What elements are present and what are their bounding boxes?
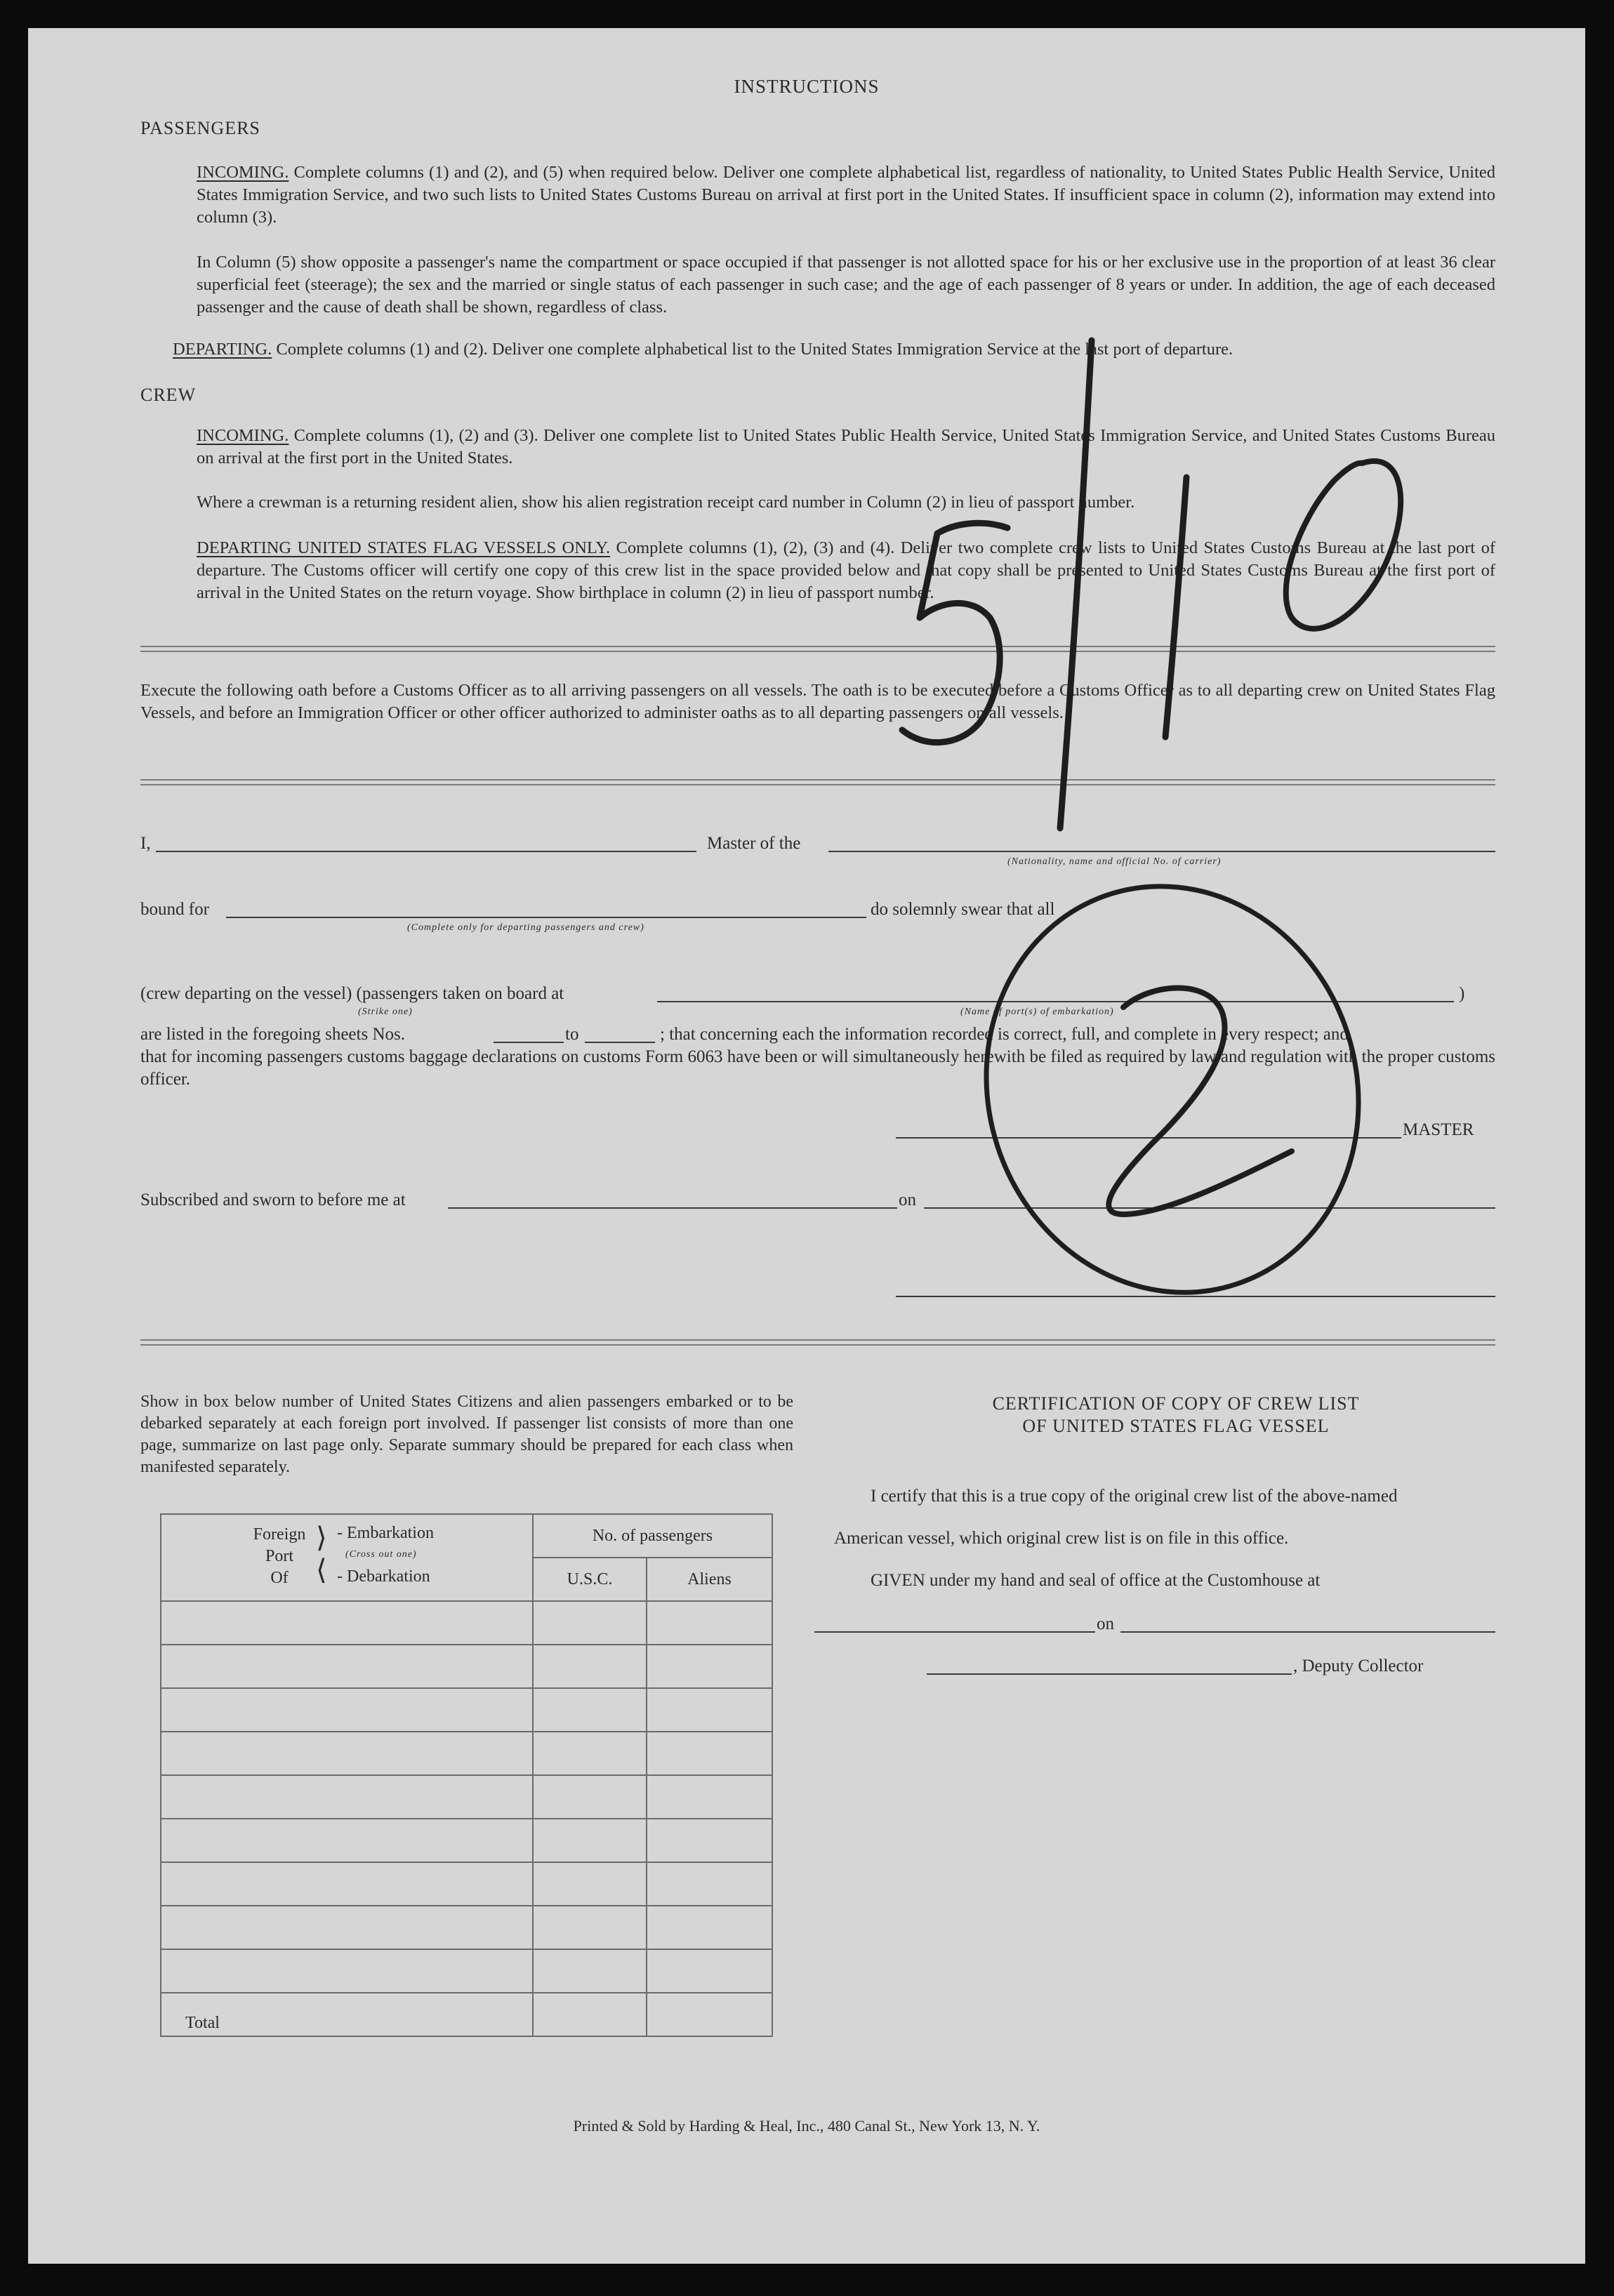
usc-header: U.S.C. (533, 1558, 647, 1601)
cert-on-label: on (1097, 1614, 1114, 1633)
passengers-departing-label: DEPARTING. (173, 340, 272, 359)
close-paren: ) (1459, 984, 1465, 1003)
handwritten-circle (934, 837, 1411, 1341)
on-label: on (899, 1190, 916, 1209)
crew-departing-label: (crew departing on the vessel) (passengers taken on board at (140, 984, 564, 1003)
port-note: (Name of port(s) of embarkation) (960, 1007, 1114, 1017)
cross-out-note: (Cross out one) (345, 1549, 417, 1560)
handwritten-number-2 (1109, 988, 1292, 1215)
listed-post: ; that concerning each the information recorded is correct, full, and complete in every respect; and (660, 1025, 1349, 1044)
deputy-collector-label: , Deputy Collector (1293, 1657, 1424, 1675)
total-label: Total (161, 1993, 533, 2036)
port-label: Port (265, 1547, 293, 1565)
form-page (28, 28, 1585, 2264)
complete-note: (Complete only for departing passengers and crew) (407, 922, 644, 933)
passengers-departing-text: Complete columns (1) and (2). Deliver one complete alphabetical list to the United States Immigration Service at the last port of departure. (276, 340, 1233, 359)
certification-title-line2: OF UNITED STATES FLAG VESSEL (1022, 1416, 1330, 1436)
to-label: to (565, 1025, 579, 1044)
passengers-heading: PASSENGERS (140, 118, 260, 138)
bound-for-label: bound for (140, 900, 209, 919)
listed-pre: are listed in the foregoing sheets Nos. (140, 1025, 405, 1044)
no-passengers-header: No. of passengers (533, 1514, 772, 1558)
subscribed-label: Subscribed and sworn to before me at (140, 1190, 406, 1209)
crew-returning-paragraph: Where a crewman is a returning resident alien, show his alien registration receipt card number in Column (2) in lieu of passport number. (197, 493, 1135, 512)
passengers-incoming-label: INCOMING. (197, 163, 289, 182)
handwritten-number-0 (1286, 461, 1401, 629)
crew-incoming-label: INCOMING. (197, 426, 289, 445)
embarkation-label: - Embarkation (337, 1524, 434, 1542)
handwritten-slash (1060, 340, 1092, 828)
certification-title-line1: CERTIFICATION OF COPY OF CREW LIST (992, 1393, 1360, 1414)
crew-heading: CREW (140, 385, 197, 405)
crew-incoming-text: Complete columns (1), (2) and (3). Deliver one complete list to United States Public Health Service, United States Immigration Service, and United States Customs Bureau on arrival at the first port in the United States. (197, 426, 1495, 467)
handwritten-number-5 (902, 523, 1007, 742)
summary-instructions: Show in box below number of United States Citizens and alien passengers embarked or to be debarked separately at each foreign port involved. If passenger list consists of more than one page, summarize on last page only. Separate summary should be prepared for each class when manifested separately. (140, 1393, 793, 1476)
certify-line1: I certify that this is a true copy of the original crew list of the above-named (871, 1487, 1398, 1506)
strike-note: (Strike one) (358, 1007, 413, 1017)
passengers-incoming-text: Complete columns (1) and (2), and (5) when required below. Deliver one complete alphabetical list, regardless of nationality, to United States Public Health Service, United States Immigration Service, and two such lists to United States Customs Bureau on arrival at first port in the United States. If insufficient space in column (2), information may extend into column (3). (197, 163, 1496, 227)
nationality-note: (Nationality, name and official No. of carrier) (1007, 856, 1222, 867)
oath-intro: Execute the following oath before a Customs Officer as to all arriving passengers on all vessels. The oath is to be executed before a Customs Officer as to all departing crew on United States Flag Vessels, and before an Immigration Officer or other officer authorized to administer oaths as to all departing passengers on all vessels. (140, 681, 1495, 722)
swear-label: do solemnly swear that all (871, 900, 1055, 919)
aliens-header: Aliens (647, 1558, 772, 1601)
listed-rest: that for incoming passengers customs baggage declarations on customs Form 6063 have been or will simultaneously herewith be filed as required by law and regulation with the proper customs officer. (140, 1047, 1495, 1089)
brace-icon: ⟩ (316, 1522, 327, 1553)
crew-departing-label: DEPARTING UNITED STATES FLAG VESSELS ONLY. (197, 538, 611, 557)
printer-footer: Printed & Sold by Harding & Heal, Inc., 480 Canal St., New York 13, N. Y. (573, 2117, 1040, 2135)
master-of-label: Master of the (707, 834, 801, 853)
master-label: MASTER (1403, 1120, 1474, 1139)
handwritten-number-1 (1165, 477, 1186, 737)
debarkation-label: - Debarkation (337, 1567, 430, 1586)
crew-departing-text: Complete columns (1), (2), (3) and (4). Deliver two complete crew lists to United States Customs Bureau at the last port of departure. The Customs officer will certify one copy of this crew list in the space provided below and that copy shall be presented to United States Customs Bureau at the first port of arrival in the United States on the return voyage. Show birthplace in column (2) in lieu of passport number. (197, 538, 1495, 602)
brace-icon: ⟨ (316, 1554, 327, 1586)
of-label: Of (270, 1569, 289, 1587)
foreign-label: Foreign (253, 1525, 306, 1544)
passengers-column5-paragraph: In Column (5) show opposite a passenger's name the compartment or space occupied if that passenger is not allotted space for his or her exclusive use in the proportion of at least 36 clear superficial feet (steerage); the sex and the married or single status of each passenger in such case; and the age of each passenger of 8 years or under. In addition, the age of each deceased passenger and the cause of death shall be shown, regardless of class. (197, 253, 1495, 317)
given-line: GIVEN under my hand and seal of office at the Customhouse at (871, 1571, 1321, 1590)
page-title: INSTRUCTIONS (734, 76, 880, 97)
oath-i-label: I, (140, 834, 151, 853)
handwriting-overlay (28, 28, 1585, 2264)
certify-line2: American vessel, which original crew list is on file in this office. (834, 1529, 1289, 1548)
